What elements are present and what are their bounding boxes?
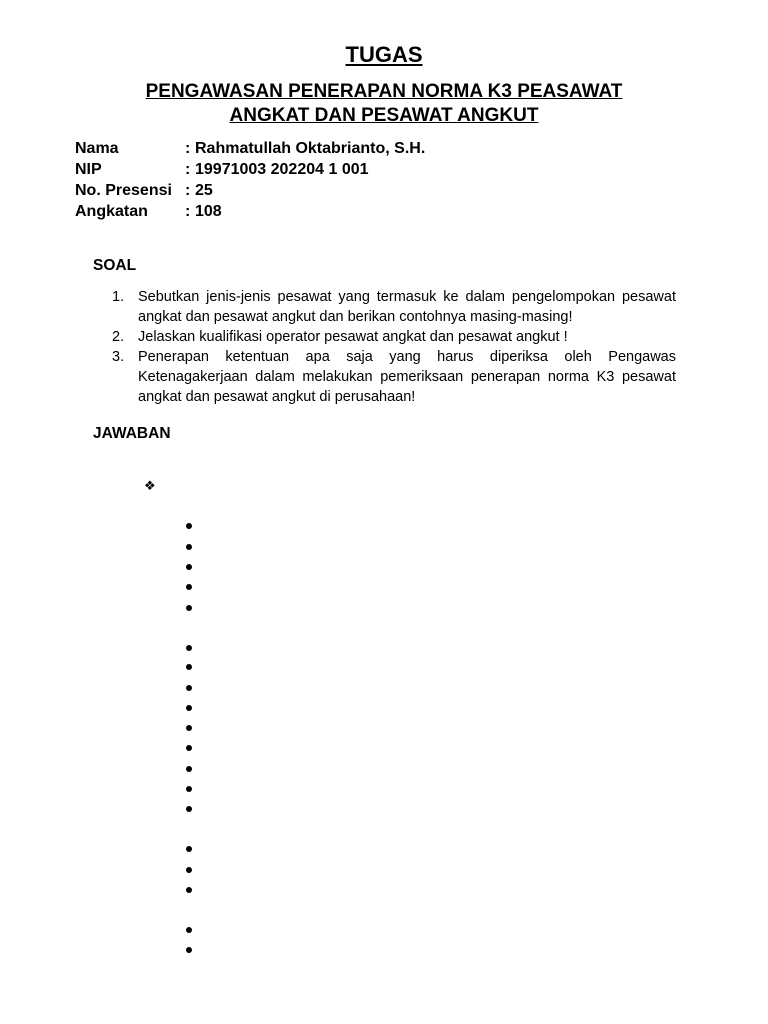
- identity-separator: :: [185, 140, 191, 157]
- soal-list: [112, 287, 676, 407]
- identity-value: 25: [195, 182, 213, 199]
- identity-label: NIP: [75, 161, 102, 178]
- soal-text: Sebutkan jenis-jenis pesawat yang termasuk ke dalam pengelompokan pesawat angkat dan pesawat angkut dan berikan contohnya masing-masing!: [138, 289, 676, 325]
- soal-item: [112, 327, 676, 347]
- bullet-point-icon: [186, 887, 192, 893]
- bullet-point-icon: [186, 725, 192, 731]
- bullet-point-icon: [186, 705, 192, 711]
- diamond-bullet-icon: ❖: [144, 478, 156, 493]
- bullet-point-icon: [186, 786, 192, 792]
- bullet-point-icon: [186, 584, 192, 590]
- identity-label: Angkatan: [75, 203, 148, 220]
- bullet-point-icon: [186, 867, 192, 873]
- identity-row-nip: [75, 159, 425, 180]
- bullet-point-icon: [186, 766, 192, 772]
- identity-separator: :: [185, 161, 191, 178]
- bullet-point-icon: [186, 947, 192, 953]
- jawaban-heading: JAWABAN: [93, 425, 171, 442]
- bullet-point-icon: [186, 664, 192, 670]
- identity-separator: :: [185, 182, 191, 199]
- identity-value: 19971003 202204 1 001: [195, 161, 369, 178]
- document-subtitle: [0, 80, 768, 128]
- soal-text: Penerapan ketentuan apa saja yang harus diperiksa oleh Pengawas Ketenagakerjaan dalam melakukan pemeriksaan penerapan norma K3 pesawat angkat dan pesawat angkut di perusahaan!: [138, 349, 676, 405]
- bullet-point-icon: [186, 564, 192, 570]
- bullet-point-icon: [186, 745, 192, 751]
- soal-number: 1.: [112, 289, 125, 305]
- identity-row-presensi: [75, 180, 425, 201]
- soal-number: 2.: [112, 329, 125, 345]
- identity-value: Rahmatullah Oktabrianto, S.H.: [195, 140, 426, 157]
- identity-label: Nama: [75, 140, 119, 157]
- identity-separator: :: [185, 203, 191, 220]
- bullet-point-icon: [186, 523, 192, 529]
- bullet-point-icon: [186, 927, 192, 933]
- subtitle-line-1: PENGAWASAN PENERAPAN NORMA K3 PEASAWAT: [145, 81, 623, 102]
- identity-block: [75, 138, 425, 222]
- soal-text: Jelaskan kualifikasi operator pesawat angkat dan pesawat angkut !: [138, 329, 568, 345]
- soal-item: [112, 347, 676, 407]
- soal-heading: SOAL: [93, 257, 137, 274]
- identity-row-nama: [75, 138, 425, 159]
- identity-value: 108: [195, 203, 222, 220]
- bullet-point-icon: [186, 544, 192, 550]
- bullet-point-icon: [186, 685, 192, 691]
- bullet-point-icon: [186, 846, 192, 852]
- soal-item: [112, 287, 676, 327]
- bullet-point-icon: [186, 806, 192, 812]
- document-title: TUGAS: [345, 42, 423, 67]
- bullet-point-icon: [186, 605, 192, 611]
- bullet-point-icon: [186, 645, 192, 651]
- identity-row-angkatan: [75, 201, 425, 222]
- soal-number: 3.: [112, 349, 125, 365]
- subtitle-line-2: ANGKAT DAN PESAWAT ANGKUT: [229, 105, 539, 126]
- identity-label: No. Presensi: [75, 182, 172, 199]
